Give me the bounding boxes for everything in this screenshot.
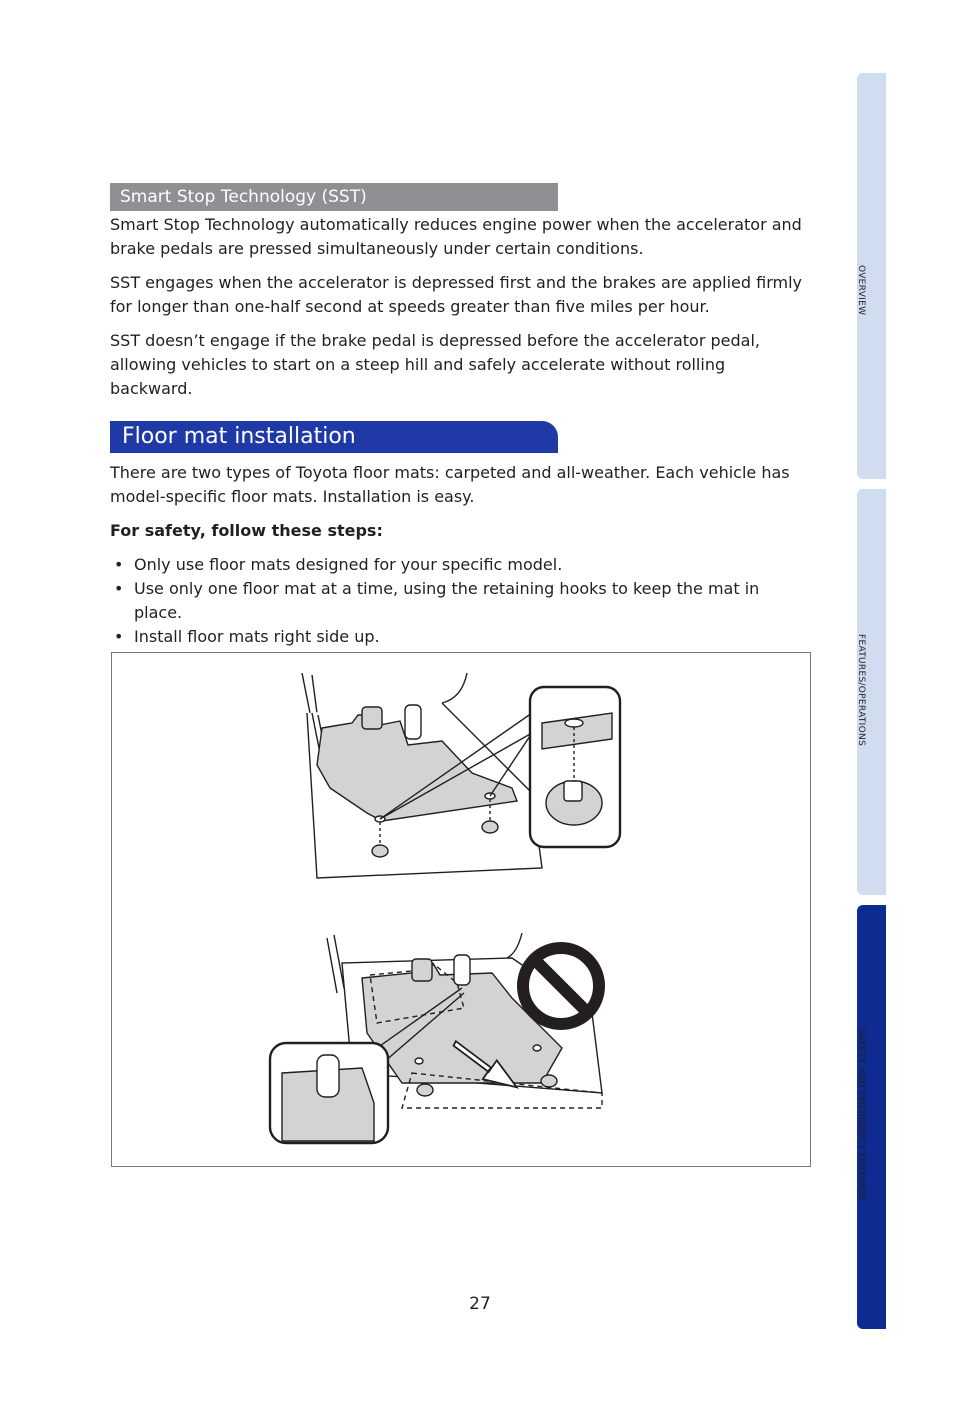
list-item: • Only use floor mats designed for your specific model.	[110, 553, 810, 577]
bullet-icon: •	[114, 627, 124, 646]
bullet-icon: •	[114, 579, 124, 598]
floor-mat-illustration-box	[111, 652, 811, 1167]
prohibited-icon	[523, 948, 599, 1024]
floor-mat-intro: There are two types of Toyota floor mats: carpeted and all-weather. Each vehicle has model-specific floor mats. Installation is easy.	[110, 463, 790, 506]
bullet-icon: •	[114, 555, 124, 574]
tab-label-overview: OVERVIEW	[856, 264, 866, 316]
tab-label-safety: SAFETY AND EMERGENCY FEATURES	[856, 1028, 866, 1202]
floor-mat-steps-list	[110, 553, 810, 649]
sst-section-heading: Smart Stop Technology (SST)	[110, 183, 558, 211]
page-number: 27	[469, 1294, 491, 1314]
list-item: • Install floor mats right side up.	[110, 625, 810, 649]
tab-label-features: FEATURES/OPERATIONS	[856, 633, 866, 747]
floor-mat-section-heading: Floor mat installation	[110, 421, 558, 453]
floor-mat-steps-heading: For safety, follow these steps:	[110, 521, 383, 540]
sst-paragraph-3: SST doesn’t engage if the brake pedal is depressed before the accelerator pedal, allowing vehicles to start on a steep hill and safely accelerate without rolling backward.	[110, 331, 760, 398]
sst-paragraph-1: Smart Stop Technology automatically reduces engine power when the accelerator and brake pedals are pressed simultaneously under certain conditions.	[110, 215, 802, 258]
sst-paragraph-2: SST engages when the accelerator is depressed first and the brakes are applied firmly for longer than one-half second at speeds greater than five miles per hour.	[110, 273, 802, 316]
floor-mat-correct-install-illustration-icon	[302, 673, 620, 878]
list-item: • Use only one floor mat at a time, using the retaining hooks to keep the mat in place.	[114, 579, 760, 622]
